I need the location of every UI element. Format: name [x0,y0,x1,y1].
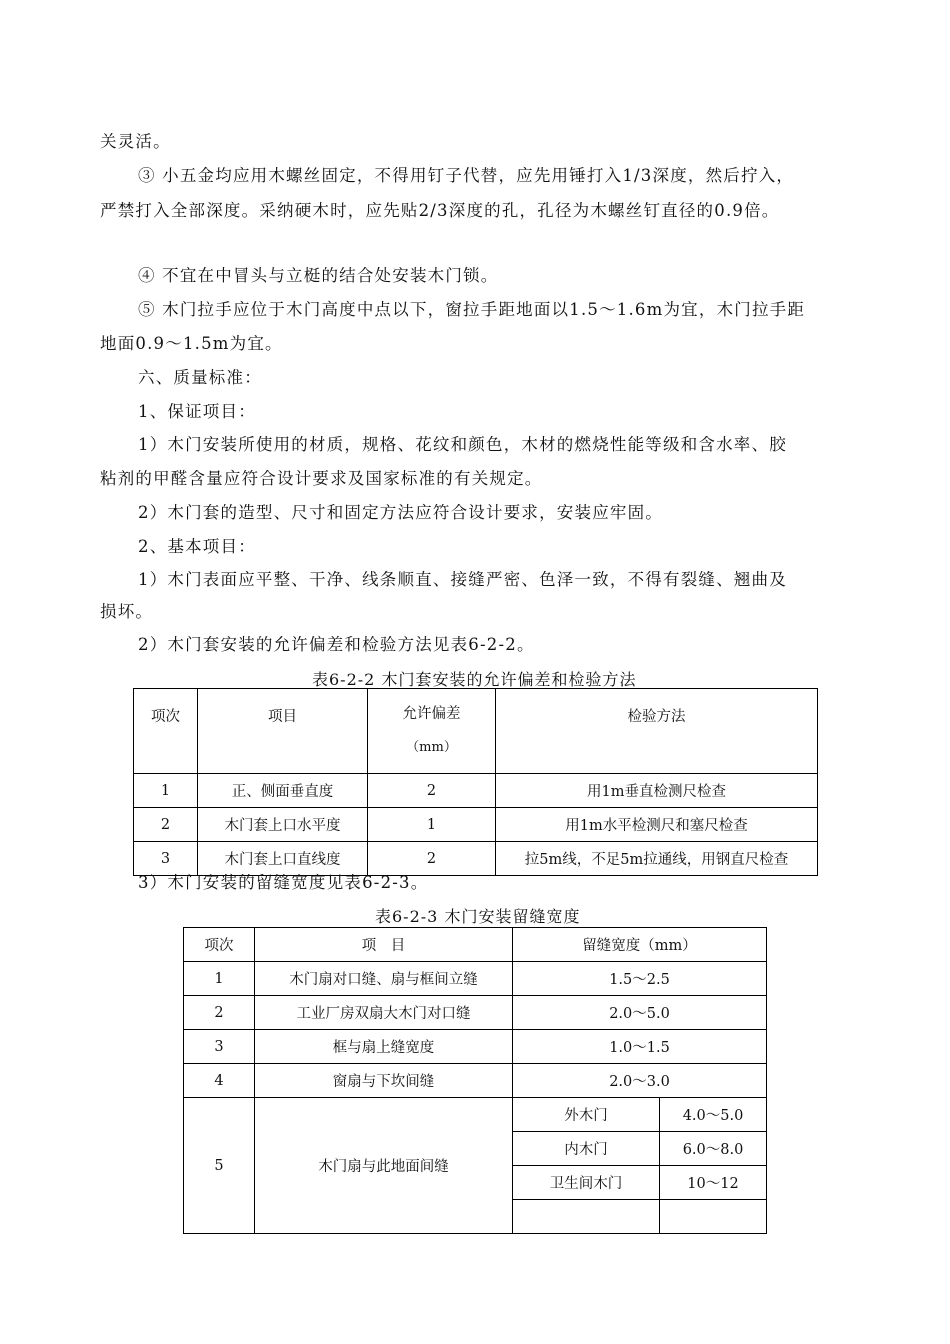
header-cell: 项次 [184,928,255,962]
section-heading: 六、质量标准： [138,368,262,387]
table-cell: 用1m水平检测尺和塞尺检查 [496,808,818,842]
table-caption: 表6-2-3 木门安装留缝宽度 [375,907,581,926]
paragraph-line: 地面0.9～1.5m为宜。 [100,334,283,353]
table-cell: 木门扇对口缝、扇与框间立缝 [255,962,513,996]
subsection-heading: 1、保证项目： [138,402,256,421]
header-cell: 检验方法 [496,689,818,774]
header-cell: 留缝宽度（mm） [513,928,767,962]
table-header-row [134,689,818,774]
header-line: 允许偏差 [402,706,461,722]
paragraph-line: 1）木门安装所使用的材质，规格、花纹和颜色，木材的燃烧性能等级和含水率、胶 [138,435,787,454]
table-caption: 表6-2-2 木门套安装的允许偏差和检验方法 [312,670,637,689]
gap-width-table [183,927,767,1234]
paragraph-line: ④ 不宜在中冒头与立梃的结合处安装木门锁。 [138,266,499,285]
paragraph-line: ③ 小五金均应用木螺丝固定，不得用钉子代替，应先用锤打入1/3深度，然后拧入， [138,166,795,185]
table-cell: 木门套上口直线度 [198,842,368,876]
paragraph-line: 3）木门安装的留缝宽度见表6-2-3。 [138,873,429,892]
table-cell: 用1m垂直检测尺检查 [496,774,818,808]
table-cell: 6.0～8.0 [660,1132,767,1166]
table-cell: 2 [134,808,198,842]
table-cell: 1 [134,774,198,808]
table-cell: 1 [368,808,496,842]
table-row [184,1098,767,1132]
table-cell: 拉5m线，不足5m拉通线，用钢直尺检查 [496,842,818,876]
table-cell: 5 [184,1098,255,1234]
table-cell: 2.0～3.0 [513,1064,767,1098]
header-cell [368,689,496,774]
table-cell: 框与扇上缝宽度 [255,1030,513,1064]
table-row [184,962,767,996]
table-row [184,996,767,1030]
table-row [134,808,818,842]
table-cell: 木门扇与此地面间缝 [255,1098,513,1234]
paragraph-line: 严禁打入全部深度。采纳硬木时，应先贴2/3深度的孔，孔径为木螺丝钉直径的0.9倍。 [100,201,780,220]
table-cell: 外木门 [513,1098,660,1132]
table-cell: 10～12 [660,1166,767,1200]
table-cell [513,1200,660,1234]
table-cell: 4.0～5.0 [660,1098,767,1132]
table-cell: 2 [368,774,496,808]
header-cell: 项次 [134,689,198,774]
table-row [184,1064,767,1098]
table-cell: 窗扇与下坎间缝 [255,1064,513,1098]
header-cell: 项目 [198,689,368,774]
paragraph-line: 1）木门表面应平整、干净、线条顺直、接缝严密、色泽一致，不得有裂缝、翘曲及 [138,570,787,589]
table-cell: 内木门 [513,1132,660,1166]
table-cell: 3 [134,842,198,876]
table-cell: 正、侧面垂直度 [198,774,368,808]
paragraph-line: 关灵活。 [100,132,171,151]
table-cell: 4 [184,1064,255,1098]
paragraph-line: ⑤ 木门拉手应位于木门高度中点以下，窗拉手距地面以1.5～1.6m为宜，木门拉手距 [138,300,806,319]
paragraph-line: 2）木门套安装的允许偏差和检验方法见表6-2-2。 [138,635,535,654]
table-cell: 2 [368,842,496,876]
table-cell: 1 [184,962,255,996]
table-cell: 工业厂房双扇大木门对口缝 [255,996,513,1030]
header-unit: （mm） [406,740,457,755]
paragraph-line: 2）木门套的造型、尺寸和固定方法应符合设计要求，安装应牢固。 [138,503,663,522]
subsection-heading: 2、基本项目： [138,537,256,556]
table-cell: 3 [184,1030,255,1064]
table-cell [660,1200,767,1234]
tolerance-table [133,688,818,876]
table-cell: 木门套上口水平度 [198,808,368,842]
table-cell: 1.0～1.5 [513,1030,767,1064]
table-cell: 1.5～2.5 [513,962,767,996]
table-row [134,774,818,808]
header-cell: 项 目 [255,928,513,962]
paragraph-line: 粘剂的甲醛含量应符合设计要求及国家标准的有关规定。 [100,469,543,488]
table-header-row [184,928,767,962]
table-row [184,1030,767,1064]
paragraph-line: 损坏。 [100,602,154,621]
table-cell: 2.0～5.0 [513,996,767,1030]
table-cell: 2 [184,996,255,1030]
table-cell: 卫生间木门 [513,1166,660,1200]
